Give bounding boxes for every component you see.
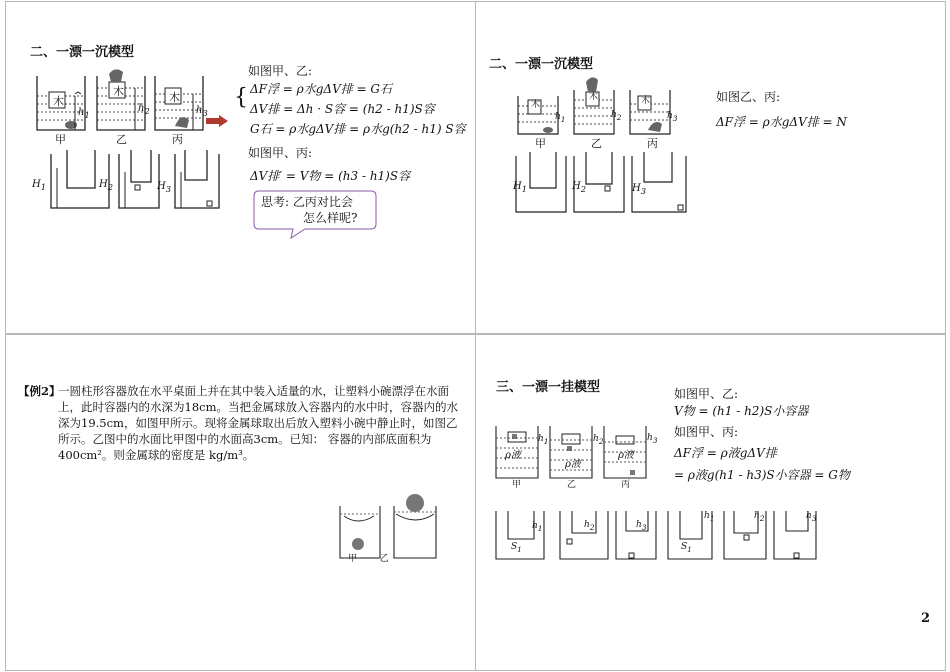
panel4-container-row: [494, 505, 824, 565]
rho-label-yi: ρ液: [565, 459, 581, 470]
row-S1-label-1: $S_1$: [511, 542, 522, 554]
panel1-eq1: ΔF浮 = ρ水gΔV排 = G石: [250, 82, 393, 96]
panel1-eq2: ΔV排 = Δh · S容 = (h2 - h1)S容: [250, 102, 435, 116]
panel4-eq2: ΔF浮 = ρ液gΔV排: [674, 446, 777, 460]
arrow-right-icon: [206, 115, 228, 127]
label-jia: 甲: [55, 133, 66, 146]
wood-label-bing: 木: [169, 91, 180, 104]
beaker-yi: [97, 69, 145, 130]
panel2-h2-label: $h_2$: [611, 110, 622, 122]
label-bing: 丙: [172, 133, 183, 146]
wood-label-jia: 木: [53, 95, 64, 108]
panel2-wood-jia: 木: [531, 100, 541, 110]
panel1-eq4: ΔV排′ = V物 = (h3 - h1)S容: [250, 169, 411, 183]
panel4-h3-label: $h_3$: [647, 433, 658, 445]
panel2-text1: 如图乙、丙:: [716, 90, 781, 104]
panel4-h1-label: $h_1$: [538, 434, 549, 446]
panel2-wood-bing: 木: [641, 96, 651, 106]
panel4-label-bing: 丙: [621, 480, 631, 490]
panel2-H3-label: $H_3$: [632, 183, 647, 196]
panel2-label-jia: 甲: [535, 137, 546, 150]
h2-label-yi: $h_2$: [138, 103, 150, 116]
wood-label-yi: 木: [113, 85, 124, 98]
panel2-H2-label: $H_2$: [572, 181, 587, 194]
row-h1-label-2: $h_1$: [704, 511, 715, 523]
rho-label-jia: ρ液: [505, 450, 521, 461]
panel2-wood-yi: 木: [589, 92, 599, 102]
example-tag: 【例2】: [18, 384, 61, 398]
panel2-H1-label: $H_1$: [513, 181, 528, 194]
panel1-text2: 如图甲、丙:: [248, 146, 313, 160]
panel4-text2: 如图甲、丙:: [674, 425, 739, 439]
brace-icon: {: [234, 85, 248, 110]
h1-label-jia: $h_1$: [78, 107, 90, 120]
row-h2-label-2: $h_2$: [754, 511, 765, 523]
h3-label-bing: $h_3$: [196, 105, 208, 118]
row-S1-label-2: $S_1$: [681, 542, 692, 554]
panel2-eq1: ΔF浮 = ρ水gΔV排 = N: [716, 115, 847, 129]
panel4-eq3: = ρ液g(h1 - h3)S小容器 = G物: [674, 468, 850, 482]
panel1-text1: 如图甲、乙:: [248, 64, 313, 78]
panel4-beakers-figure: [494, 418, 694, 488]
panel4-eq1: V物 = (h1 - h2)S小容器: [674, 404, 809, 418]
panel2-label-yi: 乙: [591, 137, 602, 150]
label-yi: 乙: [116, 133, 127, 146]
panel2-h3-label: $h_3$: [667, 111, 678, 123]
row-h2-label: $h_2$: [584, 520, 595, 532]
panel2-beakers-figure: [516, 72, 716, 222]
row-h3-label: $h_3$: [636, 520, 647, 532]
rho-label-bing: ρ液: [618, 450, 634, 461]
panel2-heading: 二、一漂一沉模型: [489, 57, 594, 72]
container-row-panel1: [51, 150, 219, 208]
panel4-label-yi: 乙: [567, 480, 577, 490]
panel1-heading: 二、一漂一沉模型: [30, 45, 135, 60]
panel4-heading: 三、一漂一挂模型: [496, 380, 601, 395]
panel2-h1-label: $h_1$: [555, 112, 566, 124]
panel4-label-jia: 甲: [512, 480, 522, 490]
H2-label: $H_2$: [99, 179, 114, 192]
think-line-1: 思考: 乙丙对比会: [261, 195, 353, 209]
row-h3-label-2: $h_3$: [806, 511, 817, 523]
fig-label: 甲 ······ 乙: [348, 554, 389, 564]
H1-label: $H_1$: [32, 179, 47, 192]
H3-label: $H_3$: [157, 181, 172, 194]
panel4-text1: 如图甲、乙:: [674, 387, 739, 401]
example-text: 一圆柱形容器放在水平桌面上并在其中装入适量的水，让塑料小碗漂浮在水面上，此时容器内的水深为18cm。当把金属球放入容器内的水中时，容器内的水深为19.5cm，如图甲所示。现将金属球取出后放入塑料小碗中静止时，如图乙所示。乙图中的水面比甲图中的水面高3cm。已知： 容器的内部底面积为400cm²。则金属球的密度是 kg/m³。: [58, 384, 458, 462]
row-h1-label: $h_1$: [532, 521, 543, 533]
think-line-2: 怎么样呢?: [303, 211, 358, 225]
panel4-h2-label: $h_2$: [593, 434, 604, 446]
panel2-label-bing: 丙: [647, 137, 658, 150]
bowl-ball-figure: [336, 492, 446, 562]
panel1-eq3: G石 = ρ水gΔV排 = ρ水g(h2 - h1) S容: [250, 122, 466, 136]
page-number: 2: [921, 611, 931, 626]
